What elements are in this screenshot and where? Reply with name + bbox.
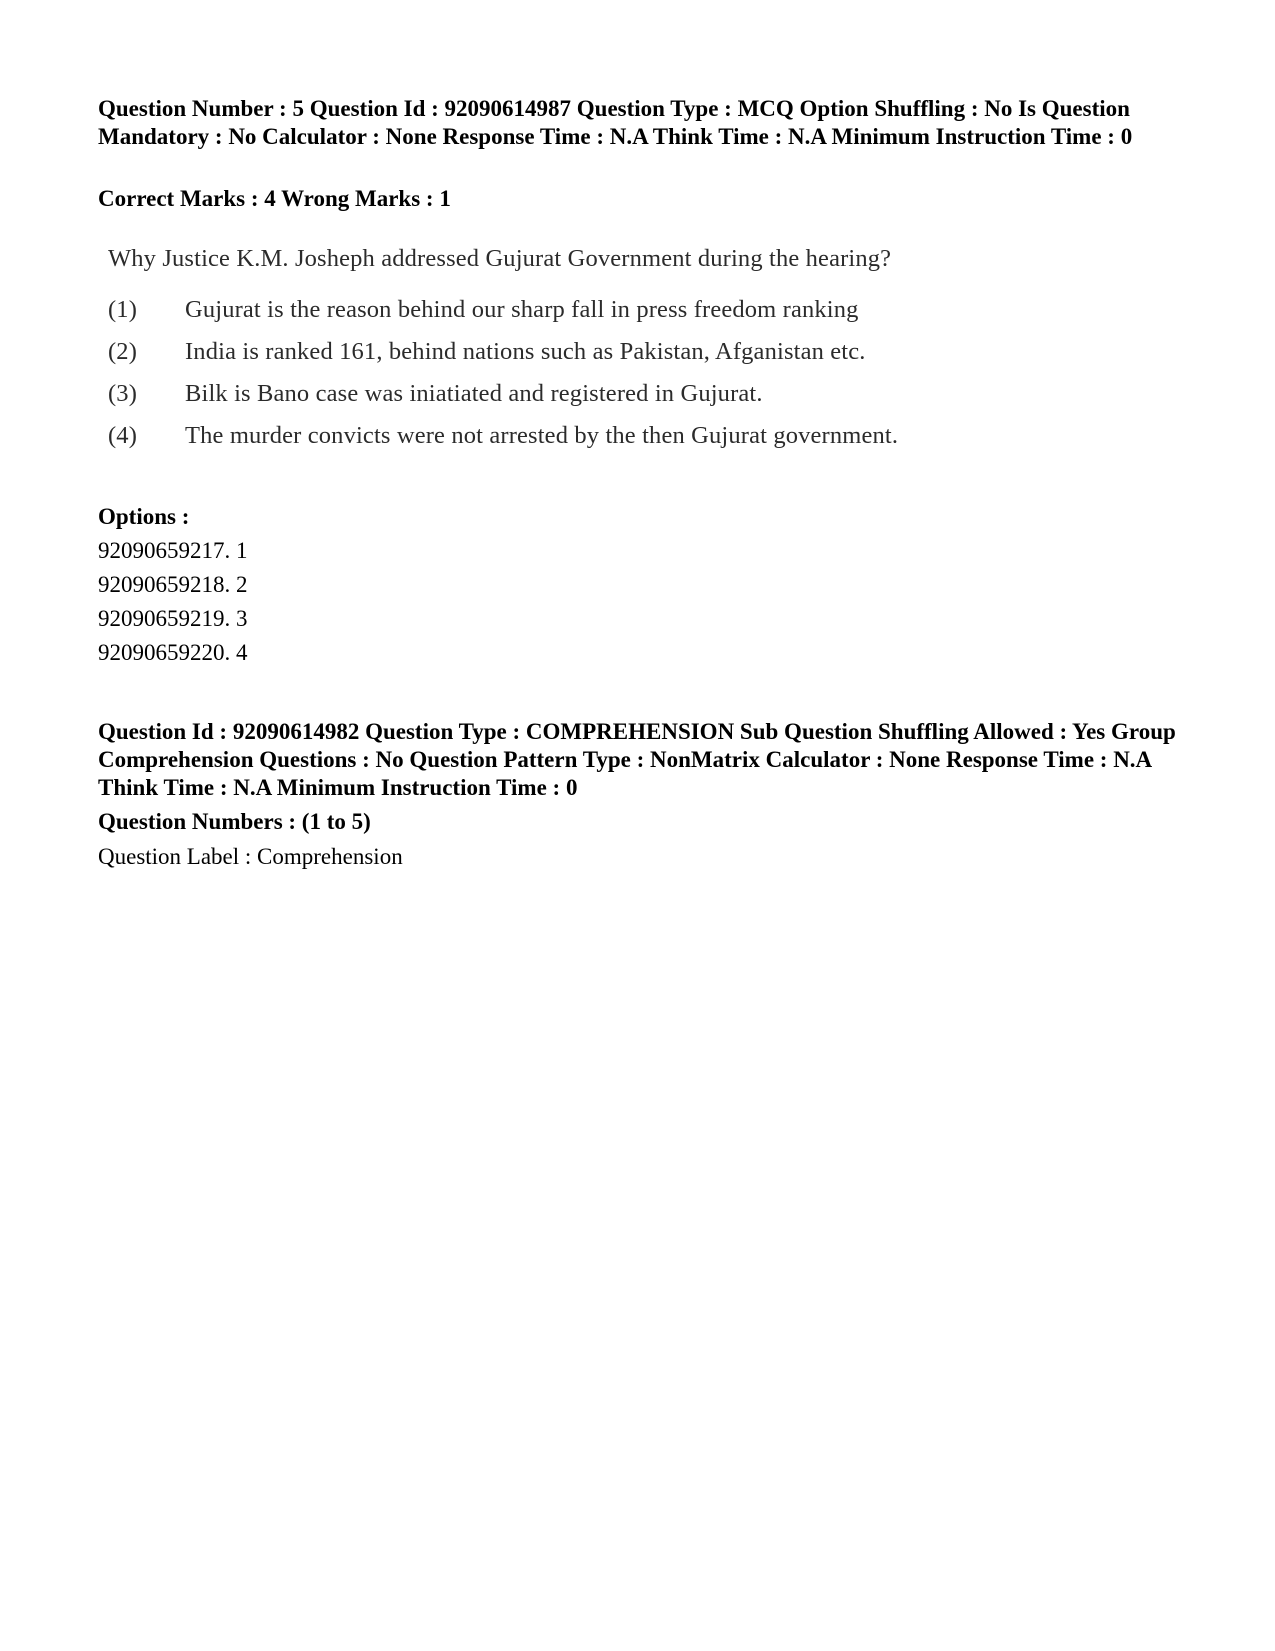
answer-choice-1 xyxy=(108,296,1108,338)
question-5-metadata: Question Number : 5 Question Id : 92090614987 Question Type : MCQ Option Shuffling : No Is Question Mandatory : No Calculator : None Response Time : N.A Think Time : N.A Minimum Instruction Time : 0 xyxy=(98,96,1133,149)
option-item: 92090659220. 4 xyxy=(98,640,248,665)
choice-number: (1) xyxy=(108,296,138,323)
answer-choice-4 xyxy=(108,422,1108,464)
choice-number: (2) xyxy=(108,338,138,365)
choice-text: India is ranked 161, behind nations such as Pakistan, Afganistan etc. xyxy=(185,338,866,365)
choice-text: The murder convicts were not arrested by the then Gujurat government. xyxy=(185,422,899,449)
choice-text: Gujurat is the reason behind our sharp fall in press freedom ranking xyxy=(185,296,859,323)
option-item: 92090659217. 1 xyxy=(98,538,248,563)
question-5-marks: Correct Marks : 4 Wrong Marks : 1 xyxy=(98,186,451,211)
option-item: 92090659218. 2 xyxy=(98,572,248,597)
comprehension-question-numbers: Question Numbers : (1 to 5) xyxy=(98,809,371,834)
options-list xyxy=(98,537,248,673)
question-label: Question Label : Comprehension xyxy=(98,844,403,869)
option-item: 92090659219. 3 xyxy=(98,606,248,631)
options-heading: Options : xyxy=(98,504,190,529)
answer-choice-3 xyxy=(108,380,1108,422)
question-5-content xyxy=(108,244,1108,464)
choice-text: Bilk is Bano case was iniatiated and registered in Gujurat. xyxy=(185,380,763,407)
question-stem: Why Justice K.M. Josheph addressed Gujurat Government during the hearing? xyxy=(108,245,892,272)
choice-number: (4) xyxy=(108,422,138,449)
comprehension-metadata: Question Id : 92090614982 Question Type : COMPREHENSION Sub Question Shuffling Allowed : Yes Group Comprehension Questions : No Question Pattern Type : NonMatrix Calculator : None Response Time : N.A Think Time : N.A Minimum Instruction Time : 0 xyxy=(98,719,1176,800)
choice-number: (3) xyxy=(108,380,138,407)
answer-choice-2 xyxy=(108,338,1108,380)
